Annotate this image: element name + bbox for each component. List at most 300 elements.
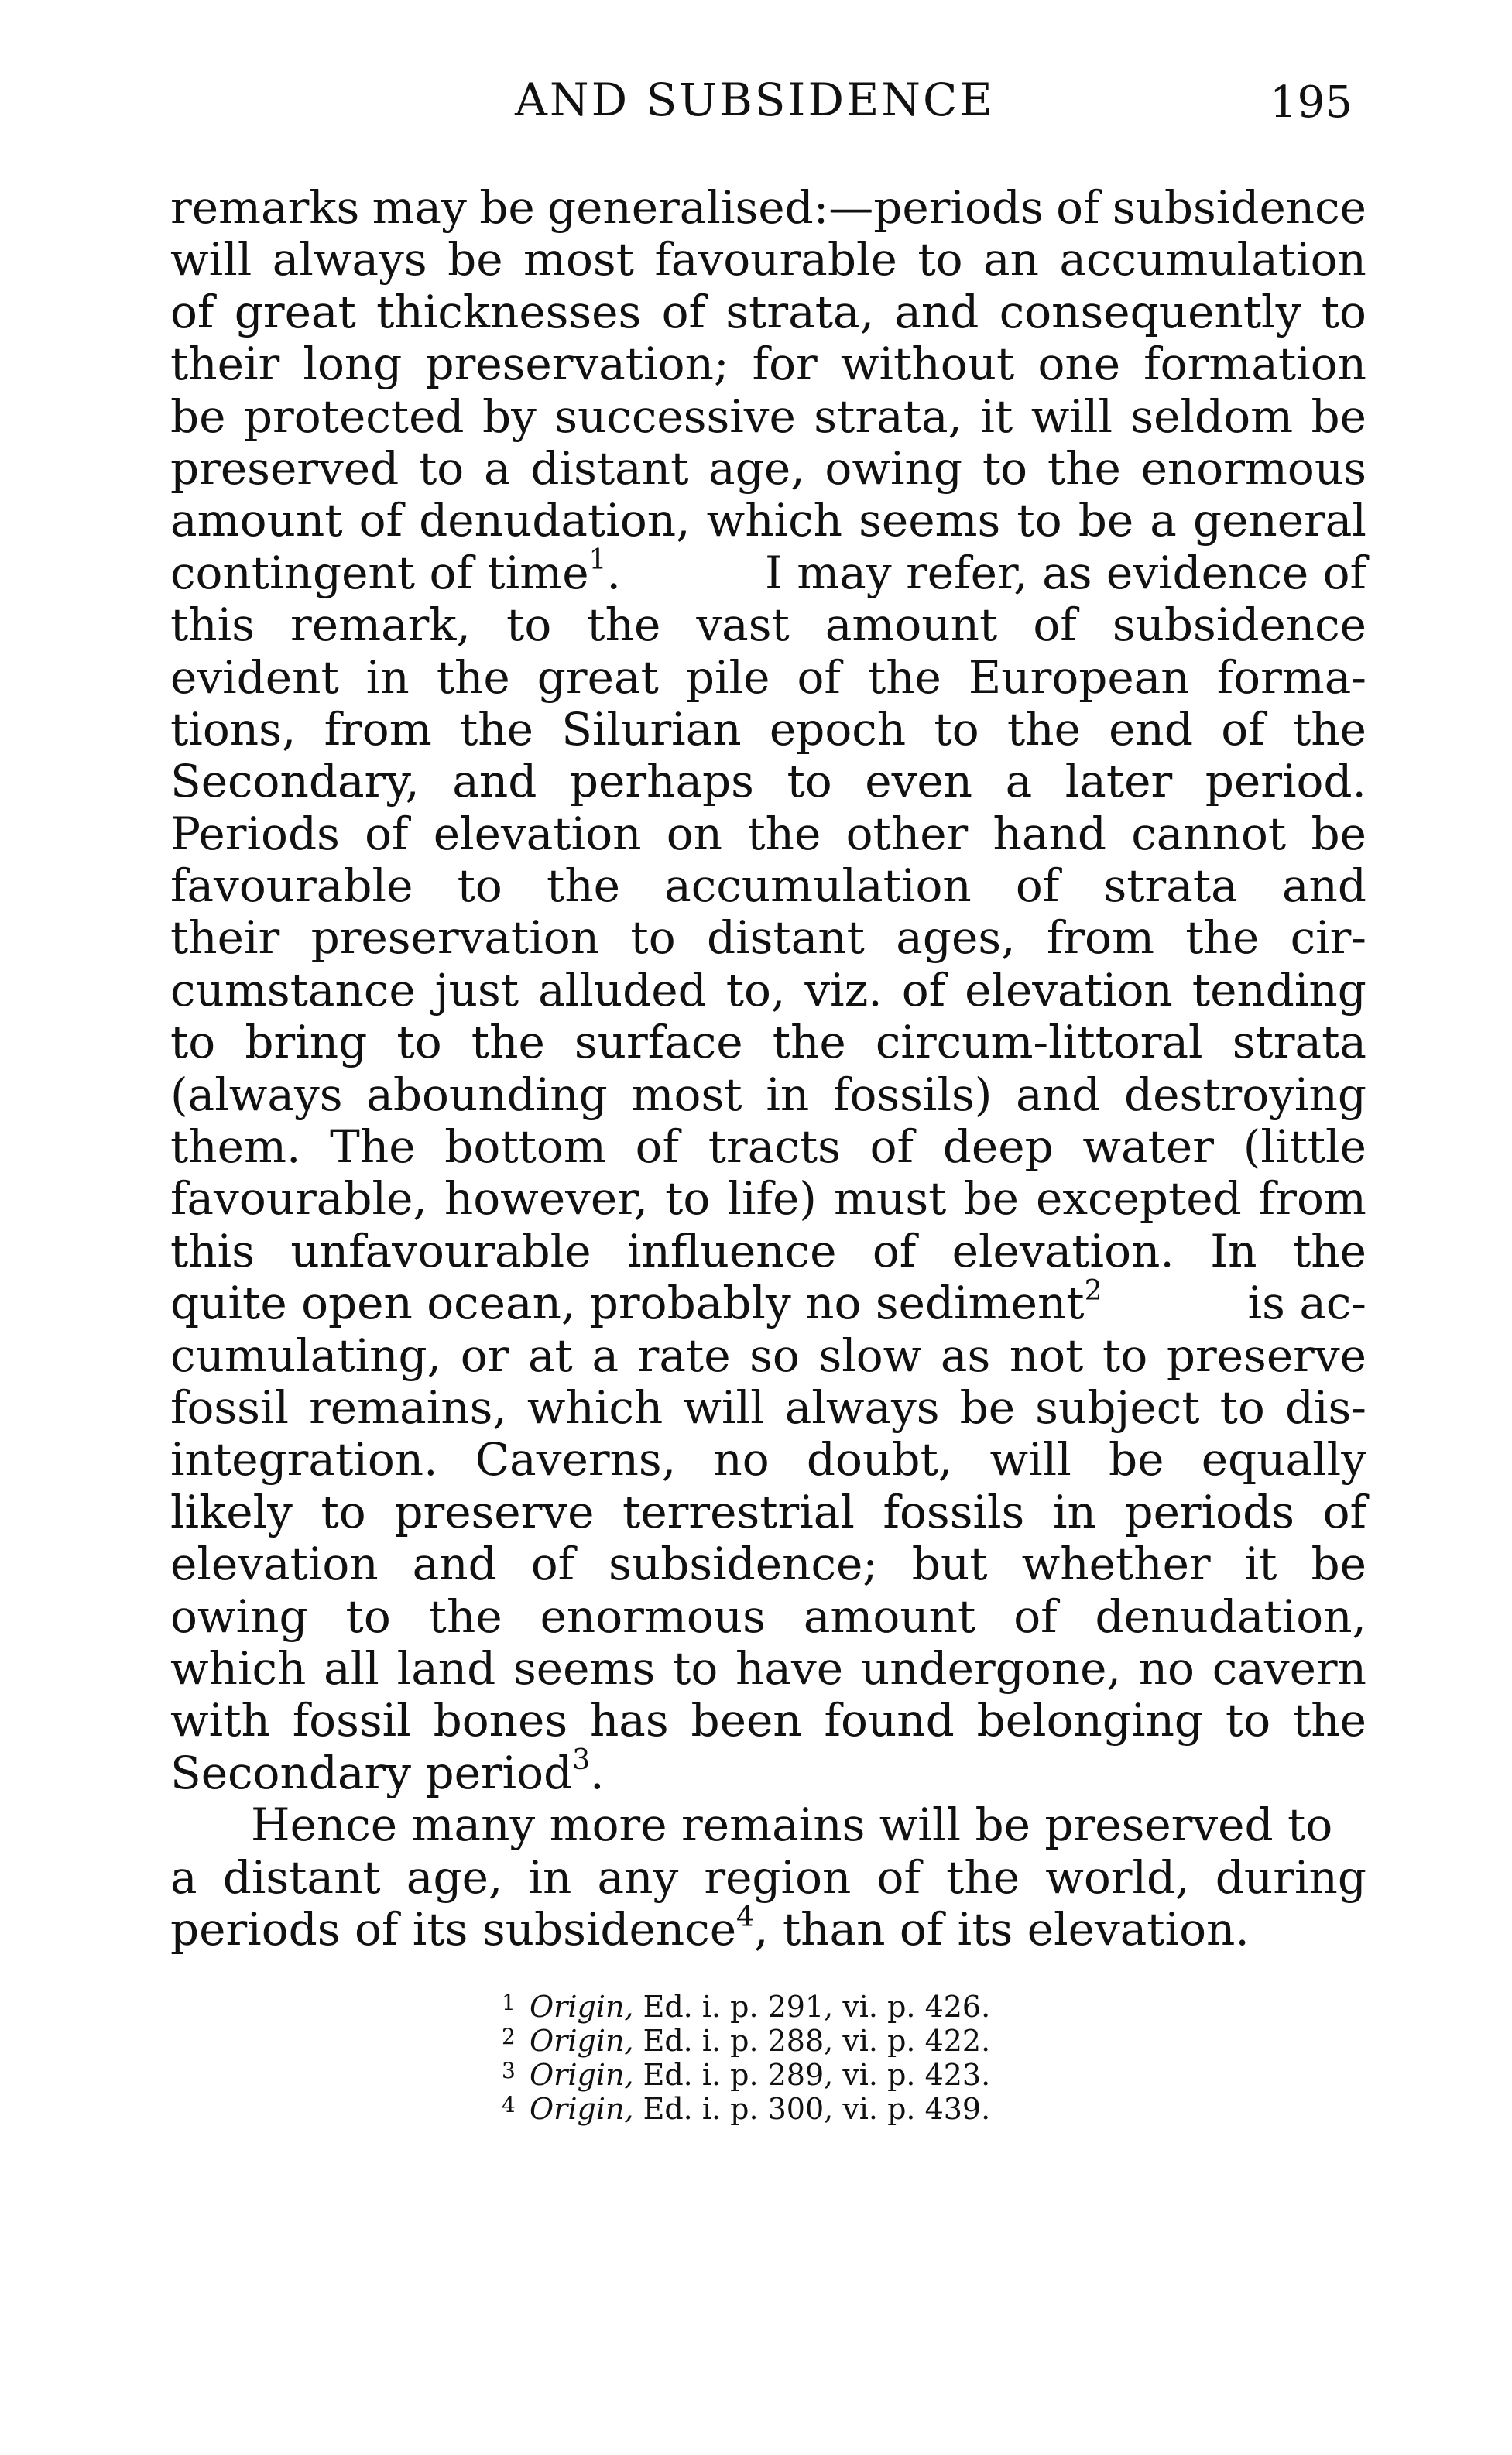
word: to <box>982 441 1028 495</box>
word: the <box>436 650 510 704</box>
word: with <box>170 1694 270 1747</box>
word: Secondary, <box>170 755 420 808</box>
word: will <box>683 1380 765 1434</box>
word: which <box>170 1641 307 1695</box>
word: and <box>1016 1068 1101 1121</box>
word: doubt, <box>806 1433 953 1486</box>
word: strata <box>1103 859 1238 913</box>
word: elevation <box>433 807 642 860</box>
word: must <box>833 1172 947 1226</box>
text-line <box>170 912 1366 964</box>
word: region <box>704 1850 852 1904</box>
word: age, <box>406 1850 503 1904</box>
word: be <box>479 181 535 234</box>
footnote-source: Origin, <box>530 2024 634 2058</box>
word: denudation, <box>419 494 691 547</box>
word: consequently <box>999 285 1301 338</box>
word: of <box>1013 1589 1058 1643</box>
footnote-marker: 1 <box>502 1990 516 2015</box>
word: always <box>784 1380 940 1434</box>
word: distant <box>222 1850 381 1904</box>
word: even <box>865 755 973 808</box>
word: cavern <box>1212 1641 1366 1695</box>
word: have <box>735 1641 844 1695</box>
word: to <box>1321 285 1366 338</box>
word: unfavourable <box>290 1224 591 1277</box>
word: evident <box>170 650 339 704</box>
word: from <box>1258 1172 1366 1226</box>
word: Caverns, <box>475 1433 677 1486</box>
word: hand <box>993 807 1106 860</box>
word: amount <box>803 1589 976 1643</box>
word: during <box>1215 1850 1366 1904</box>
word: elevation <box>965 963 1173 1017</box>
word: alluded <box>538 963 707 1017</box>
word: of <box>1221 702 1265 756</box>
word: of <box>635 1120 679 1174</box>
text-line <box>170 1069 1366 1121</box>
word: viz. <box>804 963 883 1017</box>
word: of <box>869 1120 914 1174</box>
word: the <box>1292 1224 1366 1277</box>
word: long <box>303 338 403 391</box>
text-line <box>170 599 1366 651</box>
text-line <box>170 1434 1366 1486</box>
word: world, <box>1045 1850 1190 1904</box>
text-line <box>170 860 1366 912</box>
word: of <box>661 285 705 338</box>
word: distant <box>706 911 865 965</box>
text-line <box>170 1643 1366 1695</box>
word: of <box>1056 181 1100 234</box>
word: cumulating, <box>170 1329 442 1382</box>
word: from <box>1046 911 1154 965</box>
word: fossil <box>170 1380 290 1434</box>
word: accumulation <box>1059 233 1366 286</box>
word: of <box>901 963 946 1017</box>
word: of <box>872 1224 917 1277</box>
word: periods <box>1124 1485 1294 1538</box>
word: a <box>1005 755 1033 808</box>
word: destroying <box>1124 1068 1366 1121</box>
word: protected <box>243 389 465 443</box>
word: or <box>460 1329 509 1382</box>
word: bones <box>433 1694 568 1747</box>
word: will <box>170 233 252 286</box>
word: to <box>457 859 502 913</box>
word: land <box>396 1641 496 1695</box>
text-line <box>170 182 1366 234</box>
word: any <box>597 1850 679 1904</box>
word: forma- <box>1216 650 1366 704</box>
word: be <box>1311 1538 1366 1591</box>
word: the <box>1293 1694 1366 1747</box>
word: to <box>506 598 552 652</box>
footnote <box>502 2058 990 2092</box>
word: which <box>706 494 843 547</box>
text-line <box>170 1744 1366 1799</box>
footnote-ref[interactable]: 2 <box>1084 1274 1102 1307</box>
footnote <box>502 1990 990 2024</box>
word: abounding <box>366 1068 608 1121</box>
footnote-reference: Ed. i. p. 288, vi. p. 422. <box>643 2024 991 2058</box>
word: by <box>482 389 537 443</box>
word: in <box>528 1850 572 1904</box>
footnote-source: Origin, <box>530 2058 634 2092</box>
text-line <box>170 1538 1366 1590</box>
word: to <box>630 911 676 965</box>
footnote-reference: Ed. i. p. 291, vi. p. 426. <box>643 1990 991 2024</box>
text-fragment: quite open ocean, probably no sediment$^2$ <box>170 1274 1102 1330</box>
word: of <box>1015 859 1060 913</box>
word: be <box>1311 389 1366 443</box>
word: preserved <box>170 441 399 495</box>
word: a <box>484 441 511 495</box>
footnotes <box>502 1990 990 2126</box>
word: to <box>673 1641 718 1695</box>
word: enormous <box>540 1589 766 1643</box>
word: will <box>989 1433 1071 1486</box>
footnote-ref[interactable]: 1 <box>588 544 607 577</box>
word: in <box>766 1068 810 1121</box>
word: water <box>1082 1120 1214 1174</box>
word: remarks <box>170 181 360 234</box>
word: a <box>1150 494 1177 547</box>
word: the <box>772 1016 846 1069</box>
word: on <box>666 807 723 860</box>
word: will <box>1030 389 1113 443</box>
word: to <box>1225 1694 1271 1747</box>
running-title: AND SUBSIDENCE <box>515 74 995 126</box>
text-line <box>170 286 1366 338</box>
word: the <box>471 1016 545 1069</box>
word: no <box>1138 1641 1195 1695</box>
text-line <box>170 391 1366 443</box>
word: subsidence <box>1112 181 1366 234</box>
word: surface <box>574 1016 743 1069</box>
word: age, <box>708 441 805 495</box>
word: (little <box>1243 1120 1366 1174</box>
word: favourable <box>654 233 897 286</box>
word: most <box>631 1068 742 1121</box>
word: tions, <box>170 702 297 756</box>
word: owing <box>170 1589 308 1643</box>
word: preservation <box>310 911 600 965</box>
text-fragment: periods of its subsidence$^4$, than of its elevation. <box>170 1901 1250 1956</box>
word: The <box>330 1120 416 1174</box>
word: integration. <box>170 1433 438 1486</box>
footnote <box>502 2092 990 2126</box>
word: just <box>434 963 519 1017</box>
word: be <box>447 233 503 286</box>
word: remains, <box>309 1380 507 1434</box>
word: later <box>1065 755 1173 808</box>
word: deep <box>942 1120 1054 1174</box>
word: great <box>537 650 659 704</box>
word: found <box>824 1694 955 1747</box>
text-line <box>170 495 1366 547</box>
word: to <box>917 233 963 286</box>
word: subsidence; <box>609 1538 878 1591</box>
word: favourable <box>170 859 413 913</box>
word: remark, <box>290 598 471 652</box>
word: it <box>980 389 1013 443</box>
word: to <box>787 755 832 808</box>
word: the <box>547 859 621 913</box>
footnote-ref[interactable]: 4 <box>736 1901 754 1933</box>
footnote-ref[interactable]: 3 <box>572 1744 591 1777</box>
word: for <box>752 338 818 391</box>
word: distant <box>530 441 689 495</box>
footnote-marker: 3 <box>502 2058 516 2083</box>
word: an <box>983 233 1039 286</box>
word: a <box>591 1329 619 1382</box>
word: seldom <box>1130 389 1294 443</box>
word: tending <box>1191 963 1366 1017</box>
word: tracts <box>708 1120 841 1174</box>
word: subsidence <box>1112 598 1366 652</box>
word: and <box>412 1538 497 1591</box>
footnote-marker: 2 <box>502 2024 516 2049</box>
text-line <box>170 1382 1366 1434</box>
word: fossil <box>292 1694 411 1747</box>
word: rate <box>637 1329 731 1382</box>
text-fragment: Secondary period$^3$. <box>170 1744 605 1799</box>
footnote-source: Origin, <box>530 1990 634 2024</box>
text-line <box>170 1274 1366 1330</box>
word: so <box>749 1329 800 1382</box>
word: undergone, <box>860 1641 1121 1695</box>
word: cannot <box>1131 807 1287 860</box>
word: of <box>1033 598 1077 652</box>
word: to <box>1219 1380 1265 1434</box>
word: seems <box>859 494 1001 547</box>
word: to <box>1102 1329 1148 1382</box>
text-line <box>170 1901 1366 1956</box>
word: elevation. <box>951 1224 1174 1277</box>
word: Periods <box>170 807 340 860</box>
text-line <box>170 234 1366 286</box>
running-head <box>0 74 1512 135</box>
word: without <box>840 338 1015 391</box>
word: and <box>1281 859 1366 913</box>
page-number: 195 <box>1270 77 1353 128</box>
word: of <box>1322 1485 1366 1538</box>
word: in <box>365 650 410 704</box>
word: end <box>1109 702 1193 756</box>
word: perhaps <box>569 755 754 808</box>
word: the <box>1006 702 1081 756</box>
word: great <box>234 285 356 338</box>
text-line <box>170 443 1366 495</box>
word: from <box>324 702 432 756</box>
word: but <box>911 1538 988 1591</box>
word: epoch <box>769 702 907 756</box>
text-fragment: I may refer, as evidence of <box>764 546 1366 599</box>
word: formation <box>1143 338 1366 391</box>
word: the <box>1185 911 1260 965</box>
word: ages, <box>896 911 1016 965</box>
word: In <box>1210 1224 1257 1277</box>
word: of <box>170 285 214 338</box>
text-line <box>170 756 1366 807</box>
word: period. <box>1205 755 1366 808</box>
word: to <box>170 1016 216 1069</box>
footnote-source: Origin, <box>530 2092 634 2126</box>
word: fossils <box>883 1485 1025 1538</box>
footnote-reference: Ed. i. p. 300, vi. p. 439. <box>643 2092 991 2126</box>
word: preservation; <box>425 338 729 391</box>
word: this <box>170 1224 255 1277</box>
word: other <box>845 807 969 860</box>
word: seems <box>513 1641 656 1695</box>
word: strata <box>1232 1016 1366 1069</box>
word: of <box>530 1538 575 1591</box>
word: a <box>170 1850 197 1904</box>
word: and <box>894 285 979 338</box>
word: be <box>1078 494 1134 547</box>
word: to <box>345 1589 391 1643</box>
text-line <box>170 544 1366 599</box>
word: dis- <box>1284 1380 1366 1434</box>
word: one <box>1037 338 1121 391</box>
word: their <box>170 338 280 391</box>
word: the <box>867 650 941 704</box>
word: strata, <box>814 389 962 443</box>
word: of <box>797 650 841 704</box>
text-line <box>170 1226 1366 1277</box>
text-fragment: is ac- <box>1247 1277 1366 1330</box>
word: however, <box>444 1172 649 1226</box>
word: the <box>428 1589 502 1643</box>
word: may <box>372 181 467 234</box>
word: to <box>934 702 979 756</box>
word: subject <box>1035 1380 1200 1434</box>
word: enormous <box>1140 441 1366 495</box>
word: at <box>527 1329 573 1382</box>
word: be <box>170 389 226 443</box>
word: it <box>1244 1538 1277 1591</box>
word: favourable, <box>170 1172 427 1226</box>
word: bottom <box>444 1120 606 1174</box>
word: always <box>272 233 427 286</box>
word: and <box>452 755 537 808</box>
body-text <box>170 182 1366 1956</box>
word: to <box>396 1016 442 1069</box>
text-line <box>170 808 1366 860</box>
word: as <box>940 1329 991 1382</box>
word: which <box>526 1380 663 1434</box>
text-line <box>170 704 1366 756</box>
text-line <box>170 652 1366 704</box>
text-line <box>170 965 1366 1017</box>
word: Silurian <box>561 702 742 756</box>
footnote-reference: Ed. i. p. 289, vi. p. 423. <box>643 2058 991 2092</box>
word: general <box>1192 494 1366 547</box>
word: owing <box>825 441 963 495</box>
word: to <box>321 1485 366 1538</box>
word: pile <box>685 650 770 704</box>
word: denudation, <box>1095 1589 1366 1643</box>
word: circum-littoral <box>875 1016 1203 1069</box>
word: accumulation <box>664 859 972 913</box>
word: preserve <box>1166 1329 1366 1382</box>
word: in <box>1052 1485 1096 1538</box>
text-fragment: contingent of time$^1$. <box>170 544 621 599</box>
text-line <box>170 338 1366 390</box>
word: this <box>170 598 255 652</box>
word: thicknesses <box>376 285 642 338</box>
word: vast <box>696 598 790 652</box>
word: whether <box>1021 1538 1211 1591</box>
word: most <box>523 233 634 286</box>
text-line <box>170 1591 1366 1643</box>
footnote-marker: 4 <box>502 2092 516 2117</box>
word: has <box>589 1694 669 1747</box>
word: the <box>459 702 533 756</box>
word: be <box>963 1172 1019 1226</box>
word: been <box>691 1694 802 1747</box>
word: them. <box>170 1120 301 1174</box>
word: European <box>968 650 1190 704</box>
word: successive <box>554 389 796 443</box>
word: likely <box>170 1485 293 1538</box>
word: be <box>1311 807 1366 860</box>
word: the <box>747 807 821 860</box>
word: to, <box>725 963 786 1017</box>
word: excepted <box>1036 1172 1242 1226</box>
text-line <box>170 1017 1366 1068</box>
word: no <box>713 1433 770 1486</box>
footnote <box>502 2024 990 2058</box>
word: generalised:—periods <box>547 181 1044 234</box>
word: strata, <box>725 285 875 338</box>
text-line <box>170 1695 1366 1747</box>
word: be <box>1109 1433 1164 1486</box>
word: be <box>959 1380 1016 1434</box>
word: equally <box>1201 1433 1366 1486</box>
word: bring <box>245 1016 368 1069</box>
word: of <box>358 494 403 547</box>
word: the <box>946 1850 1020 1904</box>
word: life) <box>727 1172 817 1226</box>
text-line <box>170 1486 1366 1538</box>
word: cumstance <box>170 963 416 1017</box>
word: of <box>876 1850 921 1904</box>
word: their <box>170 911 280 965</box>
word: (always <box>170 1068 343 1121</box>
word: all <box>324 1641 379 1695</box>
word: preserve <box>394 1485 595 1538</box>
text-line <box>170 1330 1366 1382</box>
word: elevation <box>170 1538 379 1591</box>
word: cir- <box>1290 911 1366 965</box>
text-line <box>170 1173 1366 1225</box>
word: the <box>1047 441 1121 495</box>
word: amount <box>825 598 998 652</box>
word: the <box>1292 702 1366 756</box>
word: slow <box>818 1329 922 1382</box>
word: to <box>1017 494 1062 547</box>
word: belonging <box>976 1694 1204 1747</box>
text-line <box>170 1121 1366 1173</box>
word: to <box>665 1172 711 1226</box>
word: the <box>587 598 661 652</box>
text-line: Hence many more remains will be preserved to <box>251 1798 1333 1852</box>
word: not <box>1009 1329 1084 1382</box>
word: terrestrial <box>622 1485 855 1538</box>
word: of <box>365 807 409 860</box>
